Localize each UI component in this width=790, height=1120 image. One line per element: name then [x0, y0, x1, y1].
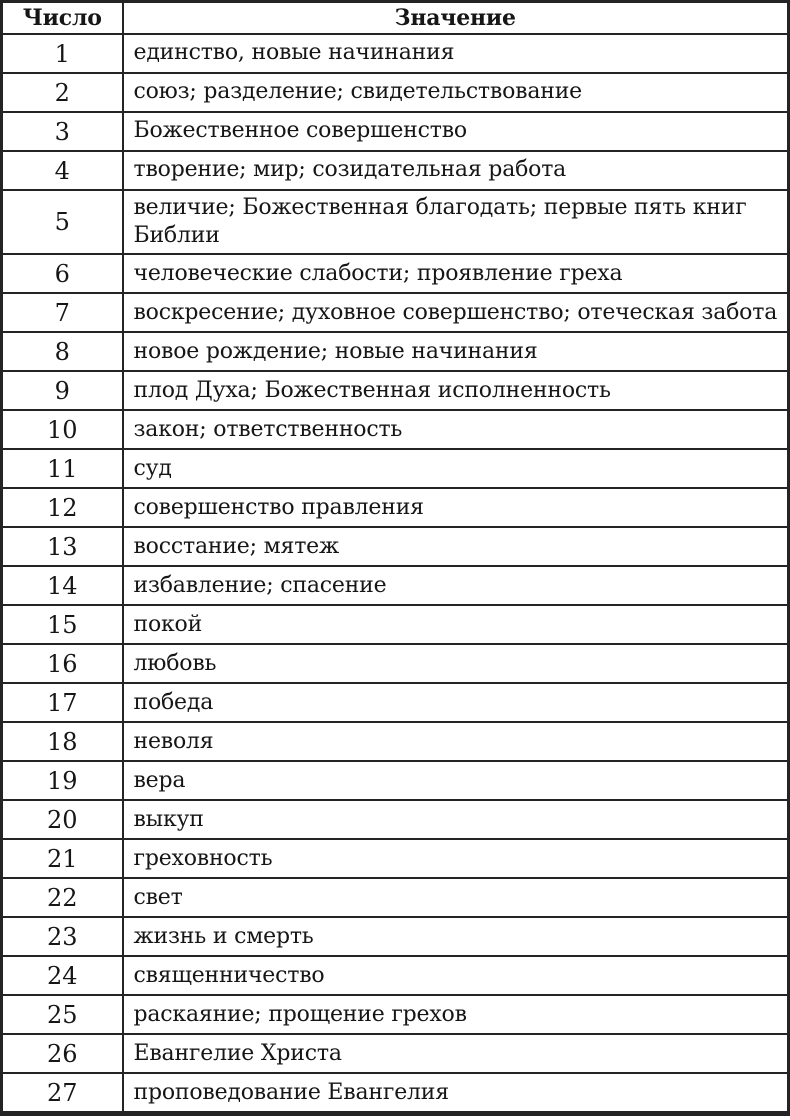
meaning-cell: свет	[123, 878, 789, 917]
meaning-cell: суд	[123, 449, 789, 488]
table-row	[2, 1073, 789, 1114]
meaning-cell: единство, новые начинания	[123, 34, 789, 73]
table-row	[2, 332, 789, 371]
meaning-cell: восстание; мятеж	[123, 527, 789, 566]
number-cell: 27	[2, 1073, 123, 1114]
number-cell: 17	[2, 683, 123, 722]
meaning-cell: греховность	[123, 839, 789, 878]
meaning-cell: величие; Божественная благодать; первые пять книг Библии	[123, 190, 789, 254]
meaning-cell: избавление; спасение	[123, 566, 789, 605]
table-row	[2, 449, 789, 488]
meaning-cell: победа	[123, 683, 789, 722]
table-row	[2, 644, 789, 683]
number-cell: 8	[2, 332, 123, 371]
number-cell: 25	[2, 995, 123, 1034]
table-row	[2, 73, 789, 112]
table-body	[2, 34, 789, 1114]
meaning-cell: выкуп	[123, 800, 789, 839]
number-cell: 6	[2, 254, 123, 293]
table-row	[2, 566, 789, 605]
meaning-cell: совершенство правления	[123, 488, 789, 527]
meaning-cell: покой	[123, 605, 789, 644]
table-row	[2, 605, 789, 644]
table-row	[2, 722, 789, 761]
number-cell: 26	[2, 1034, 123, 1073]
number-cell: 13	[2, 527, 123, 566]
header-meaning: Значение	[123, 2, 789, 35]
number-cell: 14	[2, 566, 123, 605]
number-cell: 20	[2, 800, 123, 839]
table-row	[2, 371, 789, 410]
number-cell: 21	[2, 839, 123, 878]
number-cell: 5	[2, 190, 123, 254]
meaning-cell: новое рождение; новые начинания	[123, 332, 789, 371]
table-row	[2, 683, 789, 722]
meaning-cell: воскресение; духовное совершенство; отеческая забота	[123, 293, 789, 332]
number-cell: 9	[2, 371, 123, 410]
number-cell: 11	[2, 449, 123, 488]
table-row	[2, 34, 789, 73]
number-cell: 19	[2, 761, 123, 800]
meaning-cell: закон; ответственность	[123, 410, 789, 449]
number-cell: 16	[2, 644, 123, 683]
number-cell: 24	[2, 956, 123, 995]
table-row	[2, 151, 789, 190]
table-row	[2, 527, 789, 566]
table-row	[2, 410, 789, 449]
number-cell: 22	[2, 878, 123, 917]
table-row	[2, 761, 789, 800]
meaning-cell: плод Духа; Божественная исполненность	[123, 371, 789, 410]
meaning-cell: проповедование Евангелия	[123, 1073, 789, 1114]
number-cell: 23	[2, 917, 123, 956]
number-cell: 3	[2, 112, 123, 151]
meaning-cell: Божественное совершенство	[123, 112, 789, 151]
table-row	[2, 839, 789, 878]
table-row	[2, 488, 789, 527]
meaning-cell: человеческие слабости; проявление греха	[123, 254, 789, 293]
meaning-cell: раскаяние; прощение грехов	[123, 995, 789, 1034]
table-row	[2, 995, 789, 1034]
table-row	[2, 956, 789, 995]
header-row	[2, 2, 789, 35]
header-number: Число	[2, 2, 123, 35]
meaning-cell: вера	[123, 761, 789, 800]
number-cell: 15	[2, 605, 123, 644]
table-row	[2, 800, 789, 839]
table-row	[2, 1034, 789, 1073]
table-row	[2, 293, 789, 332]
number-cell: 18	[2, 722, 123, 761]
table-row	[2, 112, 789, 151]
table-row	[2, 190, 789, 254]
number-cell: 7	[2, 293, 123, 332]
table-row	[2, 917, 789, 956]
number-cell: 2	[2, 73, 123, 112]
table-row	[2, 254, 789, 293]
number-cell: 12	[2, 488, 123, 527]
number-cell: 4	[2, 151, 123, 190]
meaning-cell: союз; разделение; свидетельствование	[123, 73, 789, 112]
number-cell: 10	[2, 410, 123, 449]
table-row	[2, 878, 789, 917]
meaning-cell: неволя	[123, 722, 789, 761]
meaning-cell: жизнь и смерть	[123, 917, 789, 956]
meaning-cell: Евангелие Христа	[123, 1034, 789, 1073]
meaning-cell: любовь	[123, 644, 789, 683]
meaning-cell: творение; мир; созидательная работа	[123, 151, 789, 190]
meaning-cell: священничество	[123, 956, 789, 995]
number-cell: 1	[2, 34, 123, 73]
